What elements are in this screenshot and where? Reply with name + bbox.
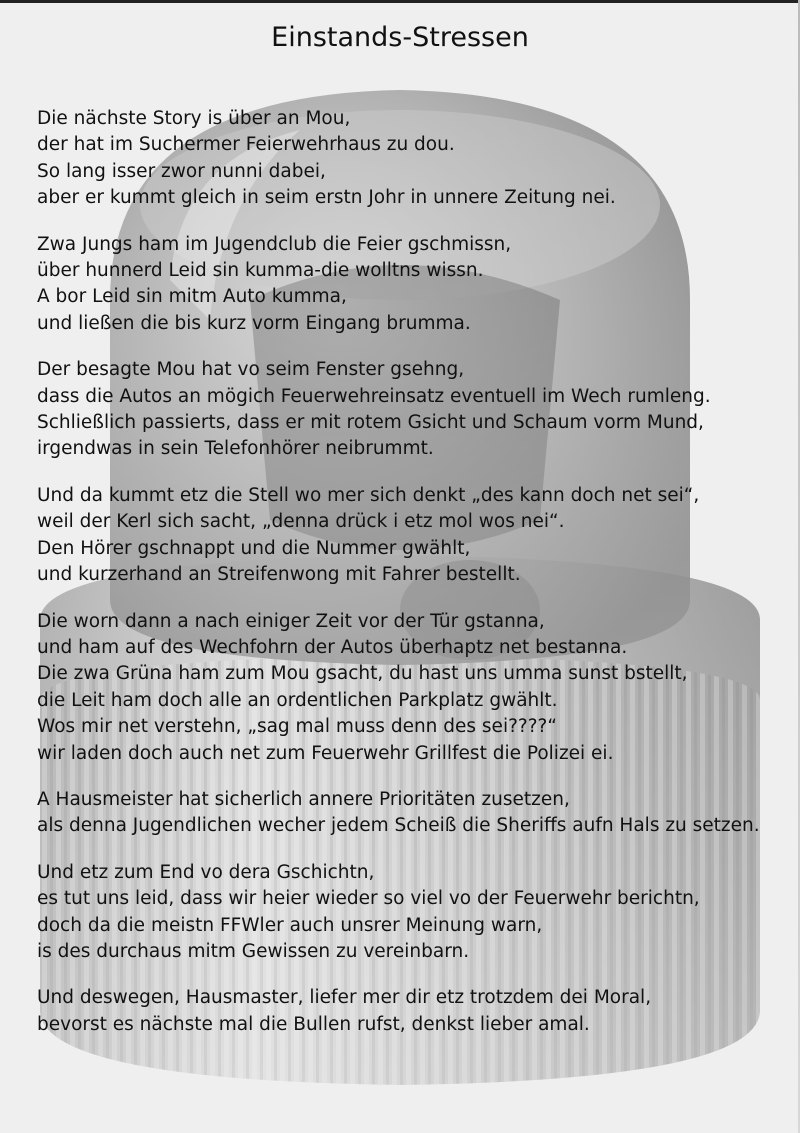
stanza (37, 483, 787, 589)
poem-line: Den Hörer gschnappt und die Nummer gwählt, (37, 537, 471, 559)
poem-line: So lang isser zwor nunni dabei, (37, 160, 326, 182)
poem-line: und kurzerhand an Streifenwong mit Fahrer bestellt. (37, 564, 521, 586)
poem-line: doch da die meistn FFWler auch unsrer Meinung warn, (37, 914, 543, 936)
poem-line: Und etz zum End vo dera Gschichtn, (37, 861, 375, 883)
poem-line: Die worn dann a nach einiger Zeit vor der Tür gstanna, (37, 610, 545, 632)
poem-line: Der besagte Mou hat vo seim Fenster gsehng, (37, 359, 465, 381)
stanza (37, 106, 787, 212)
poem-line: Und da kummt etz die Stell wo mer sich denkt „des kann doch net sei“, (37, 484, 700, 506)
poem-line: Wos mir net verstehn, „sag mal muss denn des sei????“ (37, 716, 557, 738)
poem-line: und ham auf des Wechfohrn der Autos überhaptz net bestanna. (37, 636, 628, 658)
poem-line: is des durchaus mitm Gewissen zu vereinbarn. (37, 940, 470, 962)
stanza (37, 357, 787, 463)
poem-line: wir laden doch auch net zum Feuerwehr Grillfest die Polizei ei. (37, 742, 614, 764)
stanza (37, 985, 787, 1038)
poem-line: es tut uns leid, dass wir heier wieder so viel vo der Feuerwehr berichtn, (37, 888, 700, 910)
page-title: Einstands-Stressen (271, 22, 529, 53)
poem-line: Zwa Jungs ham im Jugendclub die Feier gschmissn, (37, 233, 512, 255)
poem-line: Schließlich passierts, dass er mit rotem Gsicht und Schaum vorm Mund, (37, 412, 704, 434)
stanza (37, 860, 787, 966)
poem-line: über hunnerd Leid sin kumma-die wolltns wissn. (37, 260, 484, 282)
poem-line: A bor Leid sin mitm Auto kumma, (37, 286, 347, 308)
poem-line: Die nächste Story is über an Mou, (37, 108, 351, 129)
poem-line: irgendwas in sein Telefonhörer neibrummt. (37, 438, 434, 460)
stanza (37, 609, 787, 767)
poem-body (37, 106, 787, 1058)
poem-line: als denna Jugendlichen wecher jedem Scheiß die Sheriffs aufn Hals zu setzen. (37, 815, 760, 837)
stanza (37, 232, 787, 338)
poem-line: der hat im Suchermer Feierwehrhaus zu dou. (37, 134, 455, 156)
poem-line: A Hausmeister hat sicherlich annere Prioritäten zusetzen, (37, 788, 570, 810)
poem-line: weil der Kerl sich sacht, „denna drück i etz mol wos nei“. (37, 511, 565, 533)
poem-line: dass die Autos an mögich Feuerwehreinsatz eventuell im Wech rumleng. (37, 385, 711, 407)
poem-line: Die zwa Grüna ham zum Mou gsacht, du hast uns umma sunst bstellt, (37, 663, 688, 685)
poem-line: und ließen die bis kurz vorm Eingang brumma. (37, 312, 471, 334)
poem-line: Und deswegen, Hausmaster, liefer mer dir etz trotzdem dei Moral, (37, 987, 652, 1009)
stanza (37, 787, 787, 840)
poem-line: die Leit ham doch alle an ordentlichen Parkplatz gwählt. (37, 689, 558, 711)
poem-line: bevorst es nächste mal die Bullen rufst, denkst lieber amal. (37, 1013, 590, 1035)
poem-line: aber er kummt gleich in seim erstn Johr in unnere Zeitung nei. (37, 187, 616, 209)
